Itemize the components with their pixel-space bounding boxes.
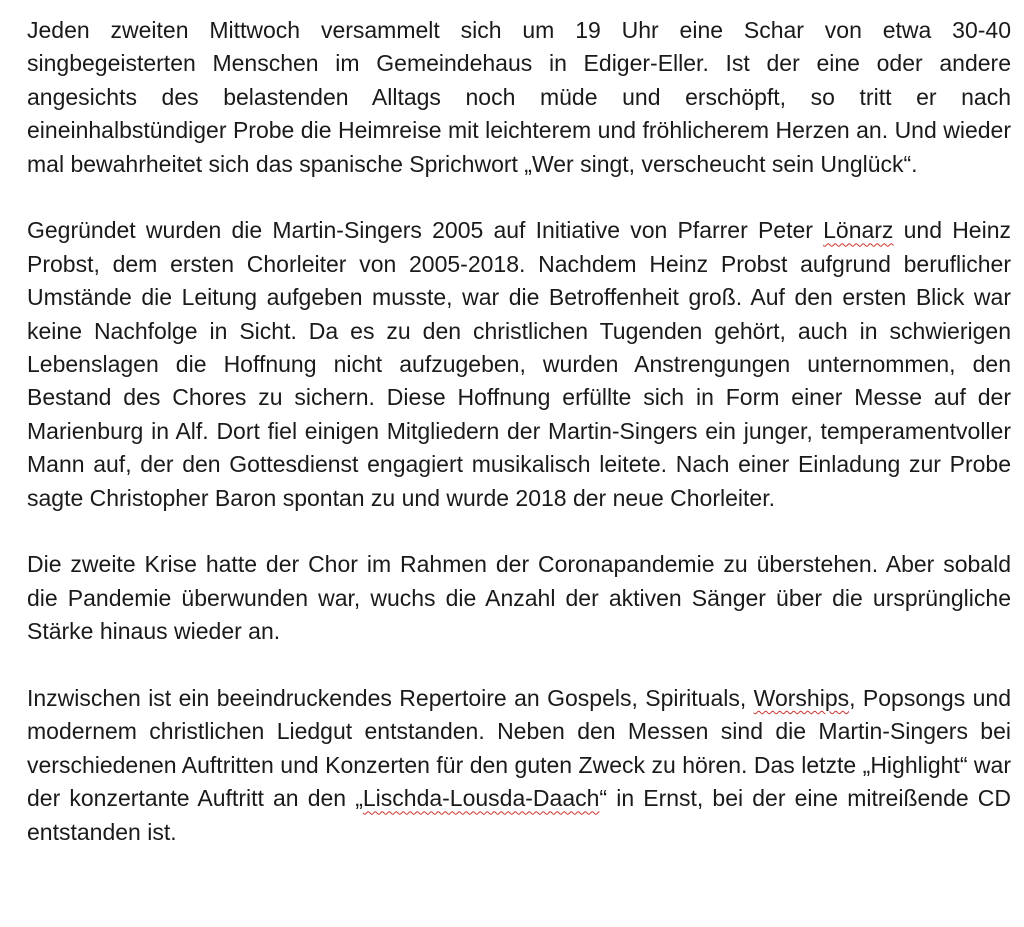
spellcheck-flagged-word[interactable]: Worships (753, 685, 850, 712)
paragraph-1 (27, 14, 1011, 181)
text-run: Jeden zweiten Mittwoch versammelt sich um 19 Uhr eine Schar von etwa 30-40 singbegeisterten Menschen im Gemeindehaus in Ediger-Eller. Ist der eine oder andere angesichts des belastenden Alltags noch müde und erschöpft, so tritt er nach eineinhalbstündiger Probe die Heimreise mit leichterem und fröhlicherem Herzen an. Und wieder mal bewahrheitet sich das spanische Sprichwort „Wer singt, verscheucht sein Unglück“. (27, 17, 1011, 177)
spellcheck-flagged-word[interactable]: Lönarz (823, 217, 894, 244)
text-run: Inzwischen ist ein beeindruckendes Repertoire an Gospels, Spirituals, (27, 685, 754, 712)
text-run: “ in Ernst, bei der eine mitreißende CD entstanden ist. (27, 785, 1011, 845)
text-run: Gegründet wurden die Martin-Singers 2005 auf Initiative von Pfarrer Peter (27, 217, 824, 244)
text-run: Die zweite Krise hatte der Chor im Rahmen der Coronapandemie zu überstehen. Aber sobald die Pandemie überwunden war, wuchs die Anzahl der aktiven Sänger über die ursprüngliche Stärke hinaus wieder an. (27, 551, 1011, 645)
paragraph-4 (27, 682, 1011, 849)
paragraph-3 (27, 548, 1011, 648)
spellcheck-flagged-word[interactable]: Lischda-Lousda-Daach (362, 785, 600, 812)
text-run: , Popsongs und modernem christlichen Liedgut entstanden. Neben den Messen sind die Martin-Singers bei verschiedenen Auftritten und Konzerten für den guten Zweck zu hören. Das letzte „Highlight“ war der konzertante Auftritt an den „ (27, 685, 1011, 812)
paragraph-2 (27, 214, 1011, 515)
text-run: und Heinz Probst, dem ersten Chorleiter von 2005-2018. Nachdem Heinz Probst aufgrund beruflicher Umstände die Leitung aufgeben musste, war die Betroffenheit groß. Auf den ersten Blick war keine Nachfolge in Sicht. Da es zu den christlichen Tugenden gehört, auch in schwierigen Lebenslagen die Hoffnung nicht aufzugeben, wurden Anstrengungen unternommen, den Bestand des Chores zu sichern. Diese Hoffnung erfüllte sich in Form einer Messe auf der Marienburg in Alf. Dort fiel einigen Mitgliedern der Martin-Singers ein junger, temperamentvoller Mann auf, der den Gottesdienst engagiert musikalisch leitete. Nach einer Einladung zur Probe sagte Christopher Baron spontan zu und wurde 2018 der neue Chorleiter. (27, 217, 1011, 511)
document-body (27, 14, 1011, 849)
